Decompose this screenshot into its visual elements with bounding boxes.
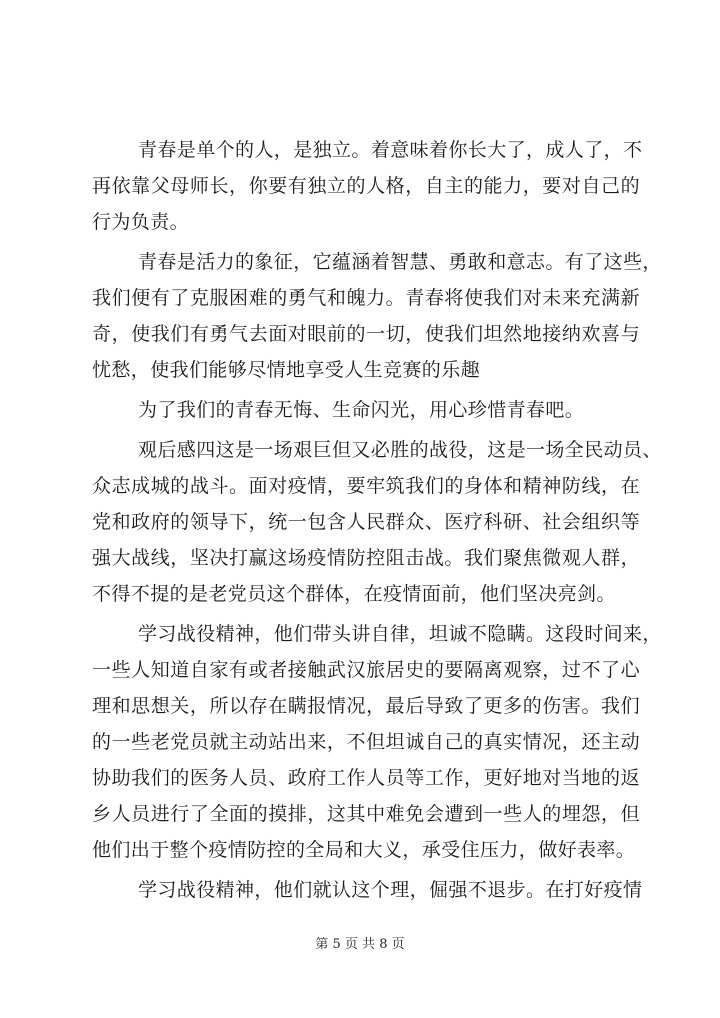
text-line: 众志成城的战斗。面对疫情，要牢筑我们的身体和精神防线，在: [92, 475, 640, 497]
paragraph-learn-spirit-persistence: [92, 872, 643, 908]
text-line: 忧愁，使我们能够尽情地享受人生竞赛的乐趣: [92, 359, 481, 381]
text-line: 不得不提的是老党员这个群体，在疫情面前，他们坚决亮剑。: [92, 583, 616, 605]
text-line: 我们便有了克服困难的勇气和魄力。青春将使我们对未来充满新: [92, 287, 640, 309]
paragraph-youth-independence: [92, 132, 643, 240]
text-line: 学习战役精神，他们带头讲自律，坦诚不隐瞒。这段时间来，: [138, 623, 662, 645]
text-line: 协助我们的医务人员、政府工作人员等工作，更好地对当地的返: [92, 767, 640, 789]
text-line: 党和政府的领导下，统一包含人民群众、医疗科研、社会组织等: [92, 511, 640, 533]
page-number-footer: 第 5 页 共 8 页: [315, 937, 405, 952]
paragraph-review-four: [92, 432, 662, 612]
text-line: 为了我们的青春无悔、生命闪光，用心珍惜青春吧。: [138, 399, 585, 421]
text-line: 再依靠父母师长，你要有独立的人格，自主的能力，要对自己的: [92, 175, 640, 197]
text-line: 的一些老党员就主动站出来，不但坦诚自己的真实情况，还主动: [92, 731, 640, 753]
text-line: 行为负责。: [92, 211, 190, 233]
text-line: 他们出于整个疫情防控的全局和大义，承受住压力，做好表率。: [92, 839, 636, 861]
text-line: 青春是活力的象征，它蕴涵着智慧、勇敢和意志。有了这些，: [138, 251, 662, 273]
text-line: 奇，使我们有勇气去面对眼前的一切，使我们坦然地接纳欢喜与: [92, 323, 640, 345]
text-line: 一些人知道自家有或者接触武汉旅居史的要隔离观察，过不了心: [92, 659, 640, 681]
paragraph-youth-vitality: [92, 244, 662, 388]
text-line: 理和思想关，所以存在瞒报情况，最后导致了更多的伤害。我们: [92, 695, 640, 717]
text-line: 青春是单个的人，是独立。着意味着你长大了，成人了，不: [138, 139, 643, 161]
paragraph-cherish-youth: [92, 392, 640, 428]
text-line: 观后感四这是一场艰巨但又必胜的战役，这是一场全民动员、: [138, 439, 662, 461]
text-line: 学习战役精神，他们就认这个理，倔强不退步。在打好疫情: [138, 879, 643, 901]
text-line: 强大战线，坚决打赢这场疫情防控阻击战。我们聚焦微观人群，: [92, 547, 640, 569]
document-body: [92, 132, 662, 908]
paragraph-learn-spirit-self-discipline: [92, 616, 662, 868]
text-line: 乡人员进行了全面的摸排，这其中难免会遭到一些人的埋怨，但: [92, 803, 640, 825]
